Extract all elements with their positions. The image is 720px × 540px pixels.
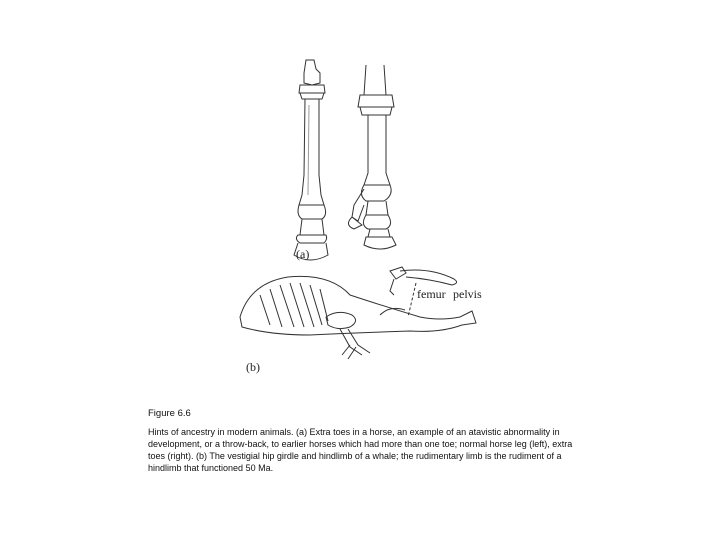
panel-a-label: (a) xyxy=(296,247,310,261)
normal-horse-leg-drawing xyxy=(294,60,328,260)
figure-caption-text: Hints of ancestry in modern animals. (a) Extra toes in a horse, an example of an atavistic abnormality in development, or a throw-back, to earlier horses which had more than one toe; normal horse leg (left), extra toes (right). (b) The vestigial hip girdle and hindlimb of a whale; the rudimentary limb is the rudiment of a hindlimb that functioned 50 Ma. xyxy=(148,427,573,473)
pelvis-label: pelvis xyxy=(453,287,482,301)
figure-caption-title: Figure 6.6 xyxy=(148,408,191,419)
figure-drawing xyxy=(230,55,510,385)
whale-skeleton-drawing xyxy=(240,267,476,359)
femur-label: femur xyxy=(417,287,446,301)
panel-b-label: (b) xyxy=(246,360,260,374)
extra-toes-horse-leg-drawing xyxy=(348,65,396,249)
figure-illustration xyxy=(230,55,510,385)
